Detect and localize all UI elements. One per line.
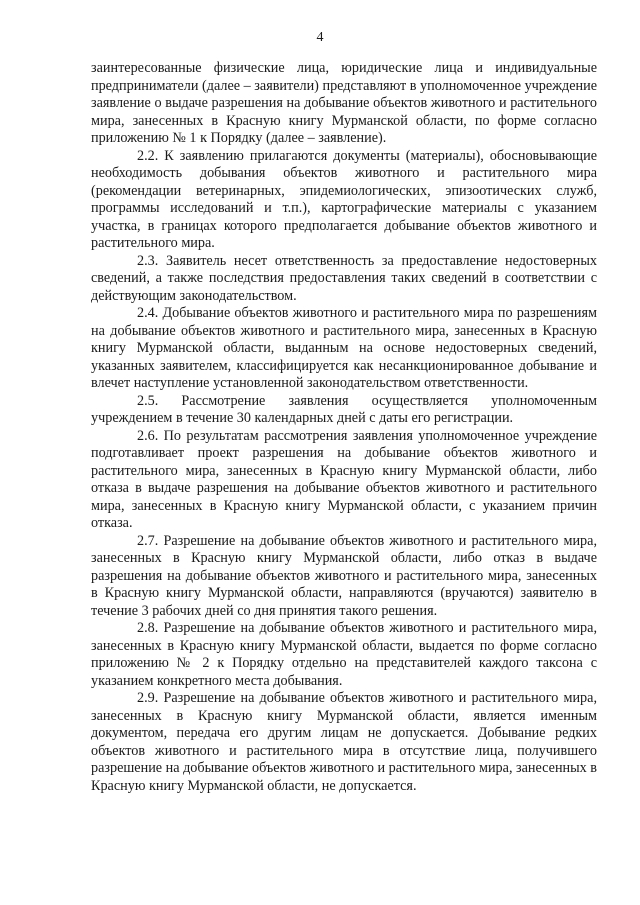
paragraph-2-7	[91, 533, 597, 621]
paragraph-2-2	[91, 148, 597, 253]
paragraph-2-8	[91, 620, 597, 690]
paragraph-text: Разрешение на добывание объектов животного и растительного мира, занесенных в Красную книгу Мурманской области, выдается по форме согласно приложению № 2 к Порядку отдельно на представителей каждого таксона с указанием конкретного места добывания.	[91, 620, 597, 689]
page-number: 4	[316, 30, 324, 45]
paragraph-text: Разрешение на добывание объектов животного и растительного мира, занесенных в Красную книгу Мурманской области, либо отказ в выдаче разрешения на добывание объектов животного и растительного мира, занесенных в Красную книгу Мурманской области, направляются (вручаются) заявителю в течение 3 рабочих дней со дня принятия такого решения.	[91, 532, 597, 619]
paragraph-number: 2.9.	[137, 690, 159, 706]
paragraph-number: 2.4.	[137, 305, 159, 321]
paragraph-2-6	[91, 428, 597, 533]
paragraph-text: Разрешение на добывание объектов животного и растительного мира, занесенных в Красную книгу Мурманской области, является именным документом, передача его другим лицам не допускается. Добывание редких объектов животного и растительного мира в отсутствие лица, получившего разрешение на добывание объектов животного и растительного мира, занесенных в Красную книгу Мурманской области, не допускается.	[91, 690, 598, 794]
document-body	[91, 60, 597, 795]
paragraph-number: 2.8.	[137, 620, 159, 636]
paragraph-text: Рассмотрение заявления осуществляется уполномоченным учреждением в течение 30 календарных дней с даты его регистрации.	[91, 392, 598, 426]
paragraph-number: 2.5.	[137, 392, 159, 409]
paragraph-number: 2.6.	[137, 427, 159, 444]
paragraph-2-5	[91, 393, 597, 428]
paragraph-text: Добывание объектов животного и растительного мира по разрешениям на добывание объектов животного и растительного мира, занесенных в Красную книгу Мурманской области, выданным на основе недостоверных сведений, указанных заявителем, классифицируется как несанкционированное добывание и влечет наступление установленной законодательством ответственности.	[91, 305, 598, 391]
paragraph-text: По результатам рассмотрения заявления уполномоченное учреждение подготавливает проект разрешения на добывание объектов животного и растительного мира, занесенных в Красную книгу Мурманской области, либо отказа в выдаче разрешения на добывание объектов животного и растительного мира, занесенных в Красную книгу Мурманской области, с указанием причин отказа.	[91, 427, 598, 531]
paragraph-2-3	[91, 253, 597, 306]
paragraph-2-9	[91, 690, 597, 795]
paragraph-text: Заявитель несет ответственность за предоставление недостоверных сведений, а также последствия предоставления таких сведений в соответствии с действующим законодательством.	[91, 252, 597, 304]
paragraph-2-4	[91, 305, 597, 393]
paragraph-number: 2.7.	[137, 532, 159, 549]
paragraph-2-1-continuation	[91, 60, 597, 148]
paragraph-text: К заявлению прилагаются документы (материалы), обосновывающие необходимость добывания объектов животного и растительного мира (рекомендации ветеринарных, эпидемиологических, эпизоотических служб, программы исследований и т.п.), картографические материалы с указанием участка, в границах которого предполагается добывание объектов животного и растительного мира.	[91, 147, 597, 251]
paragraph-number: 2.2.	[137, 147, 159, 164]
paragraph-text: заинтересованные физические лица, юридические лица и индивидуальные предприниматели (далее – заявители) представляют в уполномоченное учреждение заявление о выдаче разрешения на добывание объектов животного и растительного мира, занесенных в Красную книгу Мурманской области, по форме согласно приложению № 1 к Порядку (далее – заявление).	[91, 60, 597, 146]
paragraph-number: 2.3.	[137, 252, 159, 269]
